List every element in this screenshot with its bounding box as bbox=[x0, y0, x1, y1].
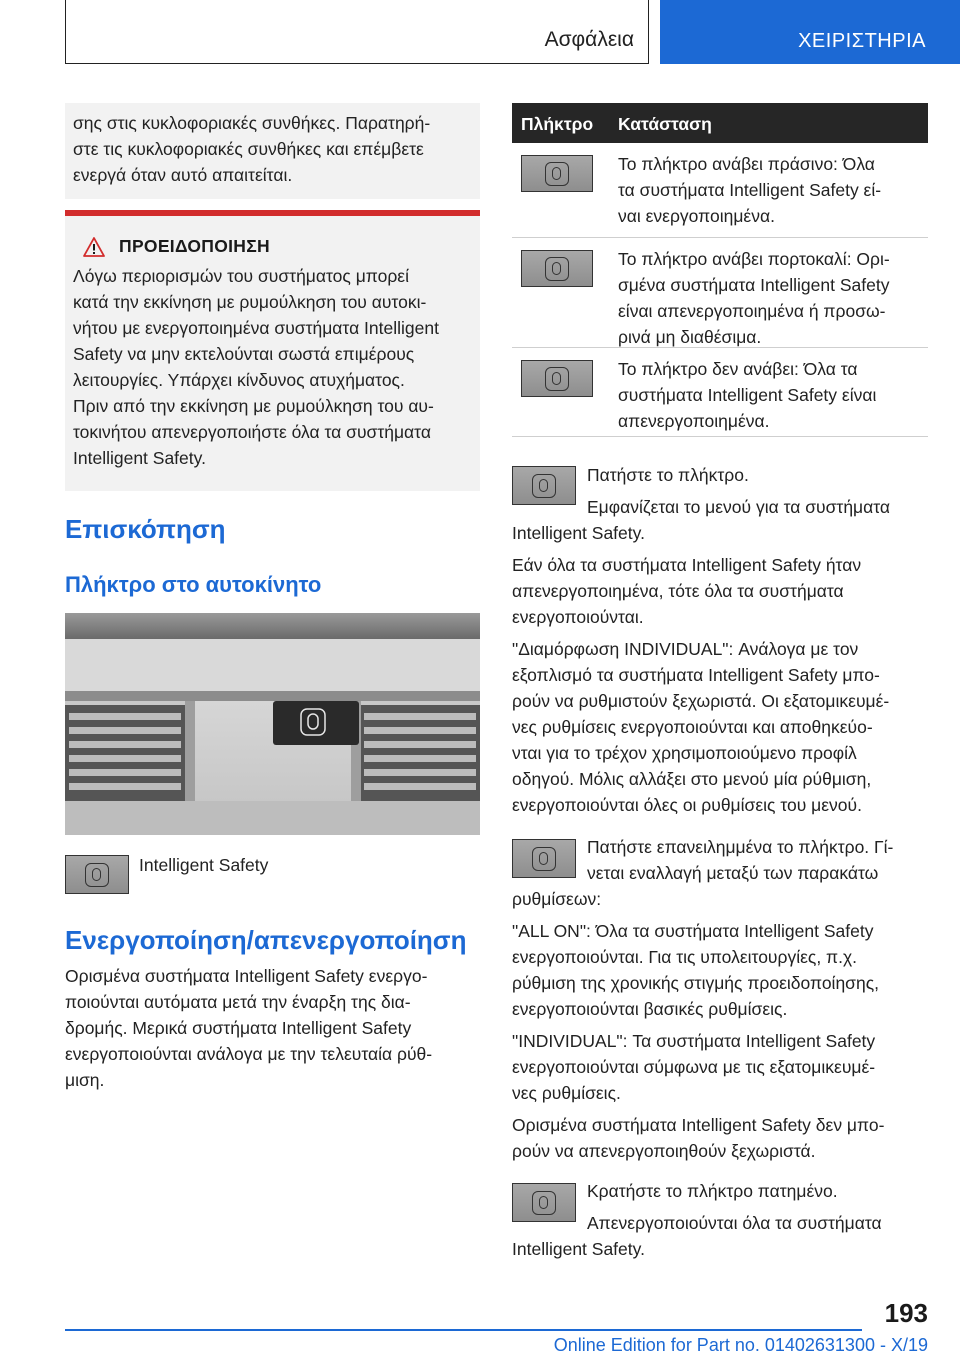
text-line: "Διαμόρφωση INDIVIDUAL": Ανάλογα με τον bbox=[512, 639, 859, 659]
vehicle-key-photo bbox=[65, 613, 480, 835]
intro-line: σης στις κυκλοφοριακές συνθήκες. Παρατηρή- bbox=[73, 113, 431, 133]
press-hold-line: Intelligent Safety. bbox=[512, 1239, 645, 1259]
intro-box bbox=[65, 103, 480, 199]
text-line: εξοπλισμό τα συστήματα Intelligent Safety μπο- bbox=[512, 665, 880, 685]
key-caption: Intelligent Safety bbox=[139, 855, 269, 875]
warning-header bbox=[83, 236, 472, 257]
text-line: ενεργοποιούνται σύμφωνα με τις εξατομικευμέ- bbox=[512, 1057, 876, 1077]
warning-line: Safety να μην εκτελούνται σωστά επιμέρους bbox=[73, 344, 415, 364]
cell-line: Το πλήκτρο ανάβει πορτοκαλί: Ορι- bbox=[618, 249, 890, 269]
warning-line: λειτουργίες. Υπάρχει κίνδυνος ατυχήματος. bbox=[73, 370, 405, 390]
warning-line: νήτου με ενεργοποιημένα συστήματα Intelligent bbox=[73, 318, 439, 338]
text-line: ρυθμίσεων: bbox=[512, 889, 602, 909]
table-row bbox=[512, 348, 928, 437]
intro-line: ενεργά όταν αυτό απαιτείται. bbox=[73, 165, 293, 185]
warning-triangle-icon bbox=[83, 237, 105, 257]
table-row bbox=[512, 238, 928, 348]
table-col-key: Πλήκτρο bbox=[521, 114, 594, 134]
warning-line: Intelligent Safety. bbox=[73, 448, 206, 468]
activation-line: δρομής. Μερικά συστήματα Intelligent Safety bbox=[65, 1018, 412, 1038]
text-line: Intelligent Safety. bbox=[512, 523, 645, 543]
text-line: απενεργοποιημένα, τότε όλα τα συστήματα bbox=[512, 581, 844, 601]
text-line: οδηγού. Μόλις αλλάξει στο μενού μία ρύθμιση, bbox=[512, 769, 872, 789]
warning-line: τοκινήτου απενεργοποιήστε όλα τα συστήματα bbox=[73, 422, 431, 442]
press-hold-title: Κρατήστε το πλήκτρο πατημένο. bbox=[587, 1181, 838, 1201]
text-line: νες ρυθμίσεις ενεργοποιούνται και αποθηκεύο- bbox=[512, 717, 873, 737]
text-line: ρούν να ρυθμιστούν ξεχωριστά. Οι εξατομικευμέ- bbox=[512, 691, 890, 711]
table-cell-state bbox=[618, 356, 924, 434]
cell-line: ναι ενεργοποιημένα. bbox=[618, 206, 775, 226]
press-repeat-text bbox=[512, 886, 928, 1164]
cell-line: σμένα συστήματα Intelligent Safety bbox=[618, 275, 890, 295]
activation-heading: Ενεργοποίηση/απενεργοποίηση bbox=[65, 925, 467, 955]
text-line: νται για το τρέχον χρησιμοποιούμενο προφίλ bbox=[512, 743, 857, 763]
intelligent-safety-key-icon bbox=[65, 855, 129, 894]
intelligent-safety-key-icon bbox=[521, 250, 593, 287]
text-line: νες ρυθμίσεις. bbox=[512, 1083, 621, 1103]
text-line: ενεργοποιούνται όλες οι ρυθμίσεις του μενού. bbox=[512, 795, 862, 815]
intelligent-safety-key-icon bbox=[512, 466, 576, 505]
table-header bbox=[512, 103, 928, 143]
overview-subheading: Πλήκτρο στο αυτοκίνητο bbox=[65, 572, 322, 597]
press-repeat-line: Πατήστε επανειλημμένα το πλήκτρο. Γί- bbox=[587, 837, 894, 857]
text-line: Ορισμένα συστήματα Intelligent Safety δεν μπο- bbox=[512, 1115, 885, 1135]
overview-heading: Επισκόπηση bbox=[65, 514, 226, 544]
table-cell-state bbox=[618, 246, 924, 350]
warning-title: ΠΡΟΕΙΔΟΠΟΙΗΣΗ bbox=[119, 236, 270, 256]
header-chapter-title: ΧΕΙΡΙΣΤΗΡΙΑ bbox=[798, 30, 926, 52]
page-number: 193 bbox=[884, 1298, 928, 1328]
footer-edition: Online Edition for Part no. 01402631300 - X/19 bbox=[553, 1335, 928, 1355]
activation-line: Ορισμένα συστήματα Intelligent Safety ενεργο- bbox=[65, 966, 428, 986]
press-repeat-line: νεται εναλλαγή μεταξύ των παρακάτω bbox=[587, 863, 879, 883]
activation-text bbox=[65, 963, 480, 1093]
intelligent-safety-key-icon bbox=[521, 155, 593, 192]
cell-line: τα συστήματα Intelligent Safety εί- bbox=[618, 180, 882, 200]
text-line: "ALL ON": Όλα τα συστήματα Intelligent Safety bbox=[512, 921, 874, 941]
warning-line: Πριν από την εκκίνηση με ρυμούλκηση του αυ- bbox=[73, 396, 434, 416]
intro-line: στε τις κυκλοφοριακές συνθήκες και επέμβετε bbox=[73, 139, 424, 159]
intelligent-safety-key-icon bbox=[521, 360, 593, 397]
text-line: ρύθμιση της χρονικής στιγμής προειδοποίησης, bbox=[512, 973, 880, 993]
footer-divider bbox=[65, 1329, 862, 1331]
cell-line: απενεργοποιημένα. bbox=[618, 411, 770, 431]
text-line: ρούν να απενεργοποιηθούν ξεχωριστά. bbox=[512, 1141, 816, 1161]
cell-line: είναι απενεργοποιημένα ή προσω- bbox=[618, 301, 886, 321]
cell-line: Το πλήκτρο ανάβει πράσινο: Όλα bbox=[618, 154, 875, 174]
header-section-title: Ασφάλεια bbox=[544, 28, 634, 51]
activation-line: ποιούνται αυτόματα μετά την έναρξη της δια- bbox=[65, 992, 411, 1012]
press-hold-line: Απενεργοποιούνται όλα τα συστήματα bbox=[587, 1213, 882, 1233]
press-once-text bbox=[512, 520, 928, 818]
intelligent-safety-key-icon bbox=[512, 839, 576, 878]
press-once-line: Εμφανίζεται το μενού για τα συστήματα bbox=[587, 497, 891, 517]
intelligent-safety-key-icon bbox=[512, 1183, 576, 1222]
cell-line: Το πλήκτρο δεν ανάβει: Όλα τα bbox=[618, 359, 858, 379]
cell-line: ρινά μη διαθέσιμα. bbox=[618, 327, 762, 347]
cell-line: συστήματα Intelligent Safety είναι bbox=[618, 385, 877, 405]
warning-box bbox=[65, 216, 480, 491]
activation-line: μιση. bbox=[65, 1070, 105, 1090]
text-line: Εάν όλα τα συστήματα Intelligent Safety ήταν bbox=[512, 555, 862, 575]
warning-line: Λόγω περιορισμών του συστήματος μπορεί bbox=[73, 266, 409, 286]
table-col-state: Κατάσταση bbox=[618, 114, 712, 134]
text-line: "INDIVIDUAL": Τα συστήματα Intelligent Safety bbox=[512, 1031, 876, 1051]
text-line: ενεργοποιούνται. bbox=[512, 607, 644, 627]
header-chapter-tab[interactable] bbox=[660, 0, 960, 64]
activation-line: ενεργοποιούνται ανάλογα με την τελευταία ρύθ- bbox=[65, 1044, 433, 1064]
warning-line: κατά την εκκίνηση με ρυμούλκηση του αυτοκι- bbox=[73, 292, 427, 312]
header-section-box bbox=[65, 0, 649, 64]
table-row bbox=[512, 143, 928, 238]
text-line: ενεργοποιούνται. Για τις υπολειτουργίες, π.χ. bbox=[512, 947, 858, 967]
press-once-title: Πατήστε το πλήκτρο. bbox=[587, 465, 749, 485]
text-line: ενεργοποιούνται βασικές ρυθμίσεις. bbox=[512, 999, 788, 1019]
table-cell-state bbox=[618, 151, 924, 229]
